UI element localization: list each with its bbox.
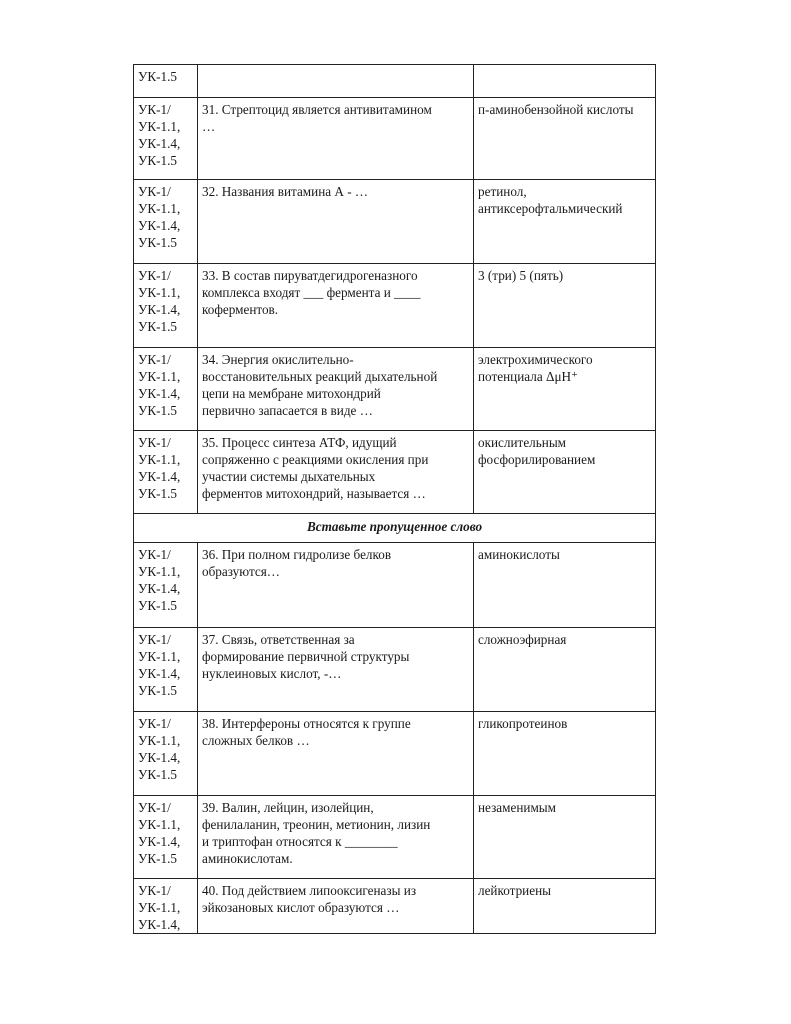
table-row bbox=[134, 796, 656, 879]
competency-code-line: УК-1.1, bbox=[138, 119, 181, 134]
answer-cell bbox=[474, 543, 656, 628]
competency-code-line: УК-1.5 bbox=[138, 683, 178, 698]
competency-code-line: УК-1.1, bbox=[138, 733, 181, 748]
question-cell bbox=[198, 543, 474, 628]
question-line: 37. Связь, ответственная за bbox=[202, 632, 355, 647]
answer-cell bbox=[474, 65, 656, 98]
competency-code-line: УК-1.1, bbox=[138, 564, 181, 579]
question-line: 38. Интерфероны относятся к группе bbox=[202, 716, 411, 731]
competency-code-line: УК-1.1, bbox=[138, 817, 181, 832]
answer-line: антиксерофтальмический bbox=[478, 201, 623, 216]
question-line: сложных белков … bbox=[202, 733, 310, 748]
question-cell bbox=[198, 264, 474, 348]
competency-code-line: УК-1.5 bbox=[138, 486, 178, 501]
question-line: 34. Энергия окислительно- bbox=[202, 352, 354, 367]
competency-code-line: УК-1/ bbox=[138, 883, 171, 898]
section-title: Вставьте пропущенное слово bbox=[134, 514, 656, 543]
question-line: образуются… bbox=[202, 564, 280, 579]
answer-cell bbox=[474, 712, 656, 796]
competency-code-line: УК-1.1, bbox=[138, 201, 181, 216]
question-cell bbox=[198, 348, 474, 431]
competency-code-line: УК-1/ bbox=[138, 352, 171, 367]
answer-line: гликопротеинов bbox=[478, 716, 568, 731]
table-row bbox=[134, 180, 656, 264]
answer-line: окислительным bbox=[478, 435, 567, 450]
table-row bbox=[134, 98, 656, 180]
competency-code-line: УК-1.4, bbox=[138, 469, 181, 484]
table-row bbox=[134, 712, 656, 796]
question-line: … bbox=[202, 119, 216, 134]
competency-code-line: УК-1.1, bbox=[138, 369, 181, 384]
question-line: 31. Стрептоцид является антивитамином bbox=[202, 102, 432, 117]
question-line: цепи на мембране митохондрий bbox=[202, 386, 381, 401]
answer-cell bbox=[474, 628, 656, 712]
question-line: сопряженно с реакциями окисления при bbox=[202, 452, 429, 467]
question-line: 39. Валин, лейцин, изолейцин, bbox=[202, 800, 374, 815]
question-cell bbox=[198, 431, 474, 514]
competency-code-cell: УК-1.5 bbox=[134, 65, 198, 98]
answer-line: электрохимического bbox=[478, 352, 593, 367]
answer-line: незаменимым bbox=[478, 800, 556, 815]
competency-code-line: УК-1/ bbox=[138, 547, 171, 562]
competency-code-line: УК-1.5 bbox=[138, 235, 178, 250]
question-line: эйкозановых кислот образуются … bbox=[202, 900, 400, 915]
question-line: фенилаланин, треонин, метионин, лизин bbox=[202, 817, 431, 832]
competency-code-line: УК-1.1, bbox=[138, 649, 181, 664]
table-row bbox=[134, 543, 656, 628]
competency-code-cell bbox=[134, 98, 198, 180]
answer-line: аминокислоты bbox=[478, 547, 560, 562]
question-line: 36. При полном гидролизе белков bbox=[202, 547, 392, 562]
question-line: нуклеиновых кислот, -… bbox=[202, 666, 342, 681]
table-row bbox=[134, 348, 656, 431]
table-row bbox=[134, 431, 656, 514]
question-cell bbox=[198, 65, 474, 98]
competency-code-line: УК-1.5 bbox=[138, 319, 178, 334]
question-line: коферментов. bbox=[202, 302, 279, 317]
question-line: комплекса входят ___ фермента и ____ bbox=[202, 285, 421, 300]
answer-line: ретинол, bbox=[478, 184, 527, 199]
section-header-row bbox=[134, 514, 656, 543]
competency-code-line: УК-1/ bbox=[138, 632, 171, 647]
answer-line: фосфорилированием bbox=[478, 452, 596, 467]
answer-cell bbox=[474, 796, 656, 879]
competency-code-line: УК-1.1, bbox=[138, 452, 181, 467]
competency-code-line: УК-1.4, bbox=[138, 917, 181, 932]
competency-code-line: УК-1.1, bbox=[138, 900, 181, 915]
question-line: формирование первичной структуры bbox=[202, 649, 410, 664]
competency-code-line: УК-1/ bbox=[138, 716, 171, 731]
answer-cell bbox=[474, 98, 656, 180]
competency-code-cell bbox=[134, 431, 198, 514]
answer-line: 3 (три) 5 (пять) bbox=[478, 268, 564, 283]
question-line: восстановительных реакций дыхательной bbox=[202, 369, 438, 384]
answer-line: п-аминобензойной кислоты bbox=[478, 102, 634, 117]
table-row bbox=[134, 264, 656, 348]
question-line: аминокислотам. bbox=[202, 851, 293, 866]
answer-line: сложноэфирная bbox=[478, 632, 567, 647]
answer-cell bbox=[474, 264, 656, 348]
competency-code-line: УК-1.4, bbox=[138, 386, 181, 401]
competency-code-line: УК-1/ bbox=[138, 268, 171, 283]
question-line: 33. В состав пируватдегидрогеназного bbox=[202, 268, 418, 283]
answer-line: лейкотриены bbox=[478, 883, 551, 898]
question-cell bbox=[198, 796, 474, 879]
competency-code-cell bbox=[134, 264, 198, 348]
question-line: 40. Под действием липооксигеназы из bbox=[202, 883, 417, 898]
competency-code-line: УК-1.4, bbox=[138, 750, 181, 765]
competency-code-line: УК-1/ bbox=[138, 102, 171, 117]
competency-code-line: УК-1.5 bbox=[138, 403, 178, 418]
question-cell bbox=[198, 98, 474, 180]
question-cell bbox=[198, 712, 474, 796]
table-row bbox=[134, 879, 656, 934]
competency-code-cell bbox=[134, 712, 198, 796]
competency-code-line: УК-1.5 bbox=[138, 767, 178, 782]
answer-cell bbox=[474, 879, 656, 934]
competency-code-cell bbox=[134, 628, 198, 712]
question-line: 32. Названия витамина А - … bbox=[202, 184, 369, 199]
competency-code-cell bbox=[134, 180, 198, 264]
question-cell bbox=[198, 879, 474, 934]
question-line: 35. Процесс синтеза АТФ, идущий bbox=[202, 435, 397, 450]
competency-code-line: УК-1.4, bbox=[138, 666, 181, 681]
answer-cell bbox=[474, 431, 656, 514]
competency-code-line: УК-1.1, bbox=[138, 285, 181, 300]
question-line: и триптофан относятся к ________ bbox=[202, 834, 398, 849]
question-line: первично запасается в виде … bbox=[202, 403, 373, 418]
competency-code-line: УК-1.5 bbox=[138, 153, 178, 168]
table-row bbox=[134, 65, 656, 98]
competency-code-line: УК-1.4, bbox=[138, 136, 181, 151]
competency-code-line: УК-1.5 bbox=[138, 598, 178, 613]
competency-code-line: УК-1/ bbox=[138, 800, 171, 815]
competency-code-line: УК-1.4, bbox=[138, 302, 181, 317]
competency-code-cell bbox=[134, 543, 198, 628]
competency-code-line: УК-1/ bbox=[138, 435, 171, 450]
question-line: ферментов митохондрий, называется … bbox=[202, 486, 426, 501]
answer-cell bbox=[474, 180, 656, 264]
competency-code-line: УК-1.4, bbox=[138, 218, 181, 233]
question-cell bbox=[198, 628, 474, 712]
table-row bbox=[134, 628, 656, 712]
answer-cell bbox=[474, 348, 656, 431]
question-cell bbox=[198, 180, 474, 264]
questions-table bbox=[133, 64, 656, 934]
competency-code-cell bbox=[134, 348, 198, 431]
competency-code-line: УК-1.4, bbox=[138, 581, 181, 596]
answer-line: потенциала ΔμH⁺ bbox=[478, 369, 579, 384]
competency-code-cell bbox=[134, 796, 198, 879]
competency-code-line: УК-1.4, bbox=[138, 834, 181, 849]
question-line: участии системы дыхательных bbox=[202, 469, 376, 484]
competency-code-line: УК-1/ bbox=[138, 184, 171, 199]
competency-code-cell bbox=[134, 879, 198, 934]
competency-code-line: УК-1.5 bbox=[138, 851, 178, 866]
